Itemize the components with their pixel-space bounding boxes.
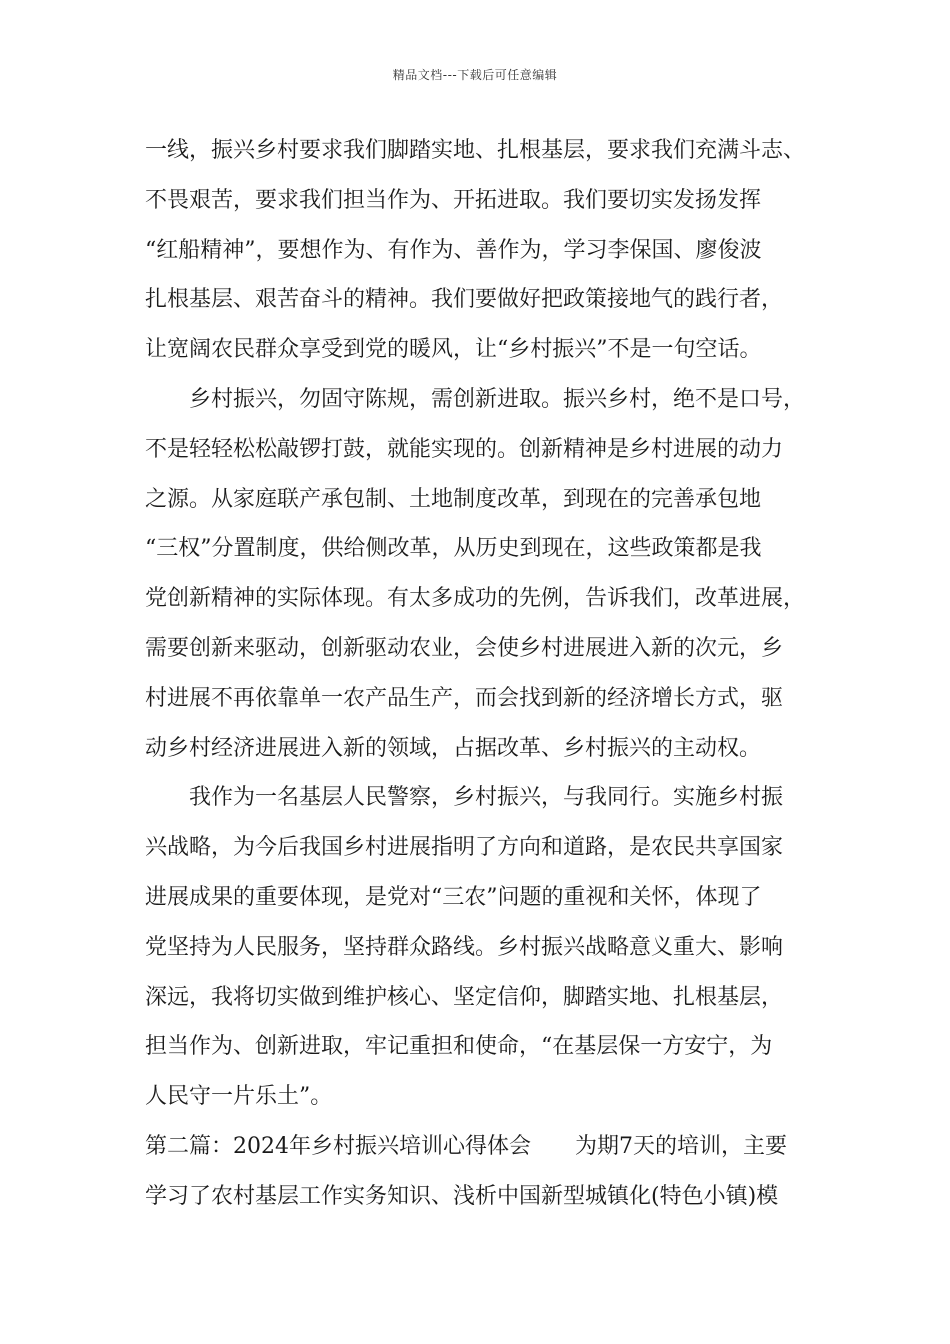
text-line: 一线，振兴乡村要求我们脚踏实地、扎根基层，要求我们充满斗志、 xyxy=(145,138,806,163)
text-line: 需要创新来驱动，创新驱动农业，会使乡村进展进入新的次元，乡 xyxy=(145,635,784,661)
text-line: 村进展不再依靠单一农产品生产，而会找到新的经济增长方式，驱 xyxy=(145,685,784,711)
text-line: 动乡村经济进展进入新的领域，占据改革、乡村振兴的主动权。 xyxy=(145,735,762,761)
text-line: 党创新精神的实际体现。有太多成功的先例，告诉我们，改革进展， xyxy=(145,586,806,612)
section-heading-line: 第二篇：2024年乡村振兴培训心得体会 为期7天的培训，主要 xyxy=(145,1133,787,1159)
text-line: 进展成果的重要体现，是党对“三农”问题的重视和关怀，体现了 xyxy=(145,884,762,910)
text-line: 深远，我将切实做到维护核心、坚定信仰，脚踏实地、扎根基层， xyxy=(145,984,784,1010)
text-line: 人民守一片乐土”。 xyxy=(145,1084,333,1110)
paragraph-start-line: 我作为一名基层人民警察，乡村振兴，与我同行。实施乡村振 xyxy=(189,785,784,811)
text-line: 兴战略，为今后我国乡村进展指明了方向和道路，是农民共享国家 xyxy=(145,835,784,861)
page-header: 精品文档---下载后可任意编辑 xyxy=(392,68,558,82)
text-line: “三权”分置制度，供给侧改革，从历史到现在，这些政策都是我 xyxy=(145,536,762,562)
paragraph-start-line: 乡村振兴，勿固守陈规，需创新进取。振兴乡村，绝不是口号， xyxy=(189,386,806,412)
text-line: 让宽阔农民群众享受到党的暖风，让“乡村振兴”不是一句空话。 xyxy=(145,337,762,363)
text-line: “红船精神”，要想作为、有作为、善作为，学习李保国、廖俊波 xyxy=(145,237,762,263)
text-line: 不是轻轻松松敲锣打鼓，就能实现的。创新精神是乡村进展的动力 xyxy=(145,436,784,462)
text-line: 党坚持为人民服务，坚持群众路线。乡村振兴战略意义重大、影响 xyxy=(145,934,784,960)
text-line: 扎根基层、艰苦奋斗的精神。我们要做好把政策接地气的践行者， xyxy=(145,287,784,313)
text-line: 学习了农村基层工作实务知识、浅析中国新型城镇化(特色小镇)模 xyxy=(145,1183,779,1209)
text-line: 之源。从家庭联产承包制、土地制度改革，到现在的完善承包地 xyxy=(145,486,762,512)
text-line: 担当作为、创新进取，牢记重担和使命，“在基层保一方安宁，为 xyxy=(145,1034,773,1060)
text-line: 不畏艰苦，要求我们担当作为、开拓进取。我们要切实发扬发挥 xyxy=(145,187,762,213)
document-body xyxy=(145,126,813,1222)
